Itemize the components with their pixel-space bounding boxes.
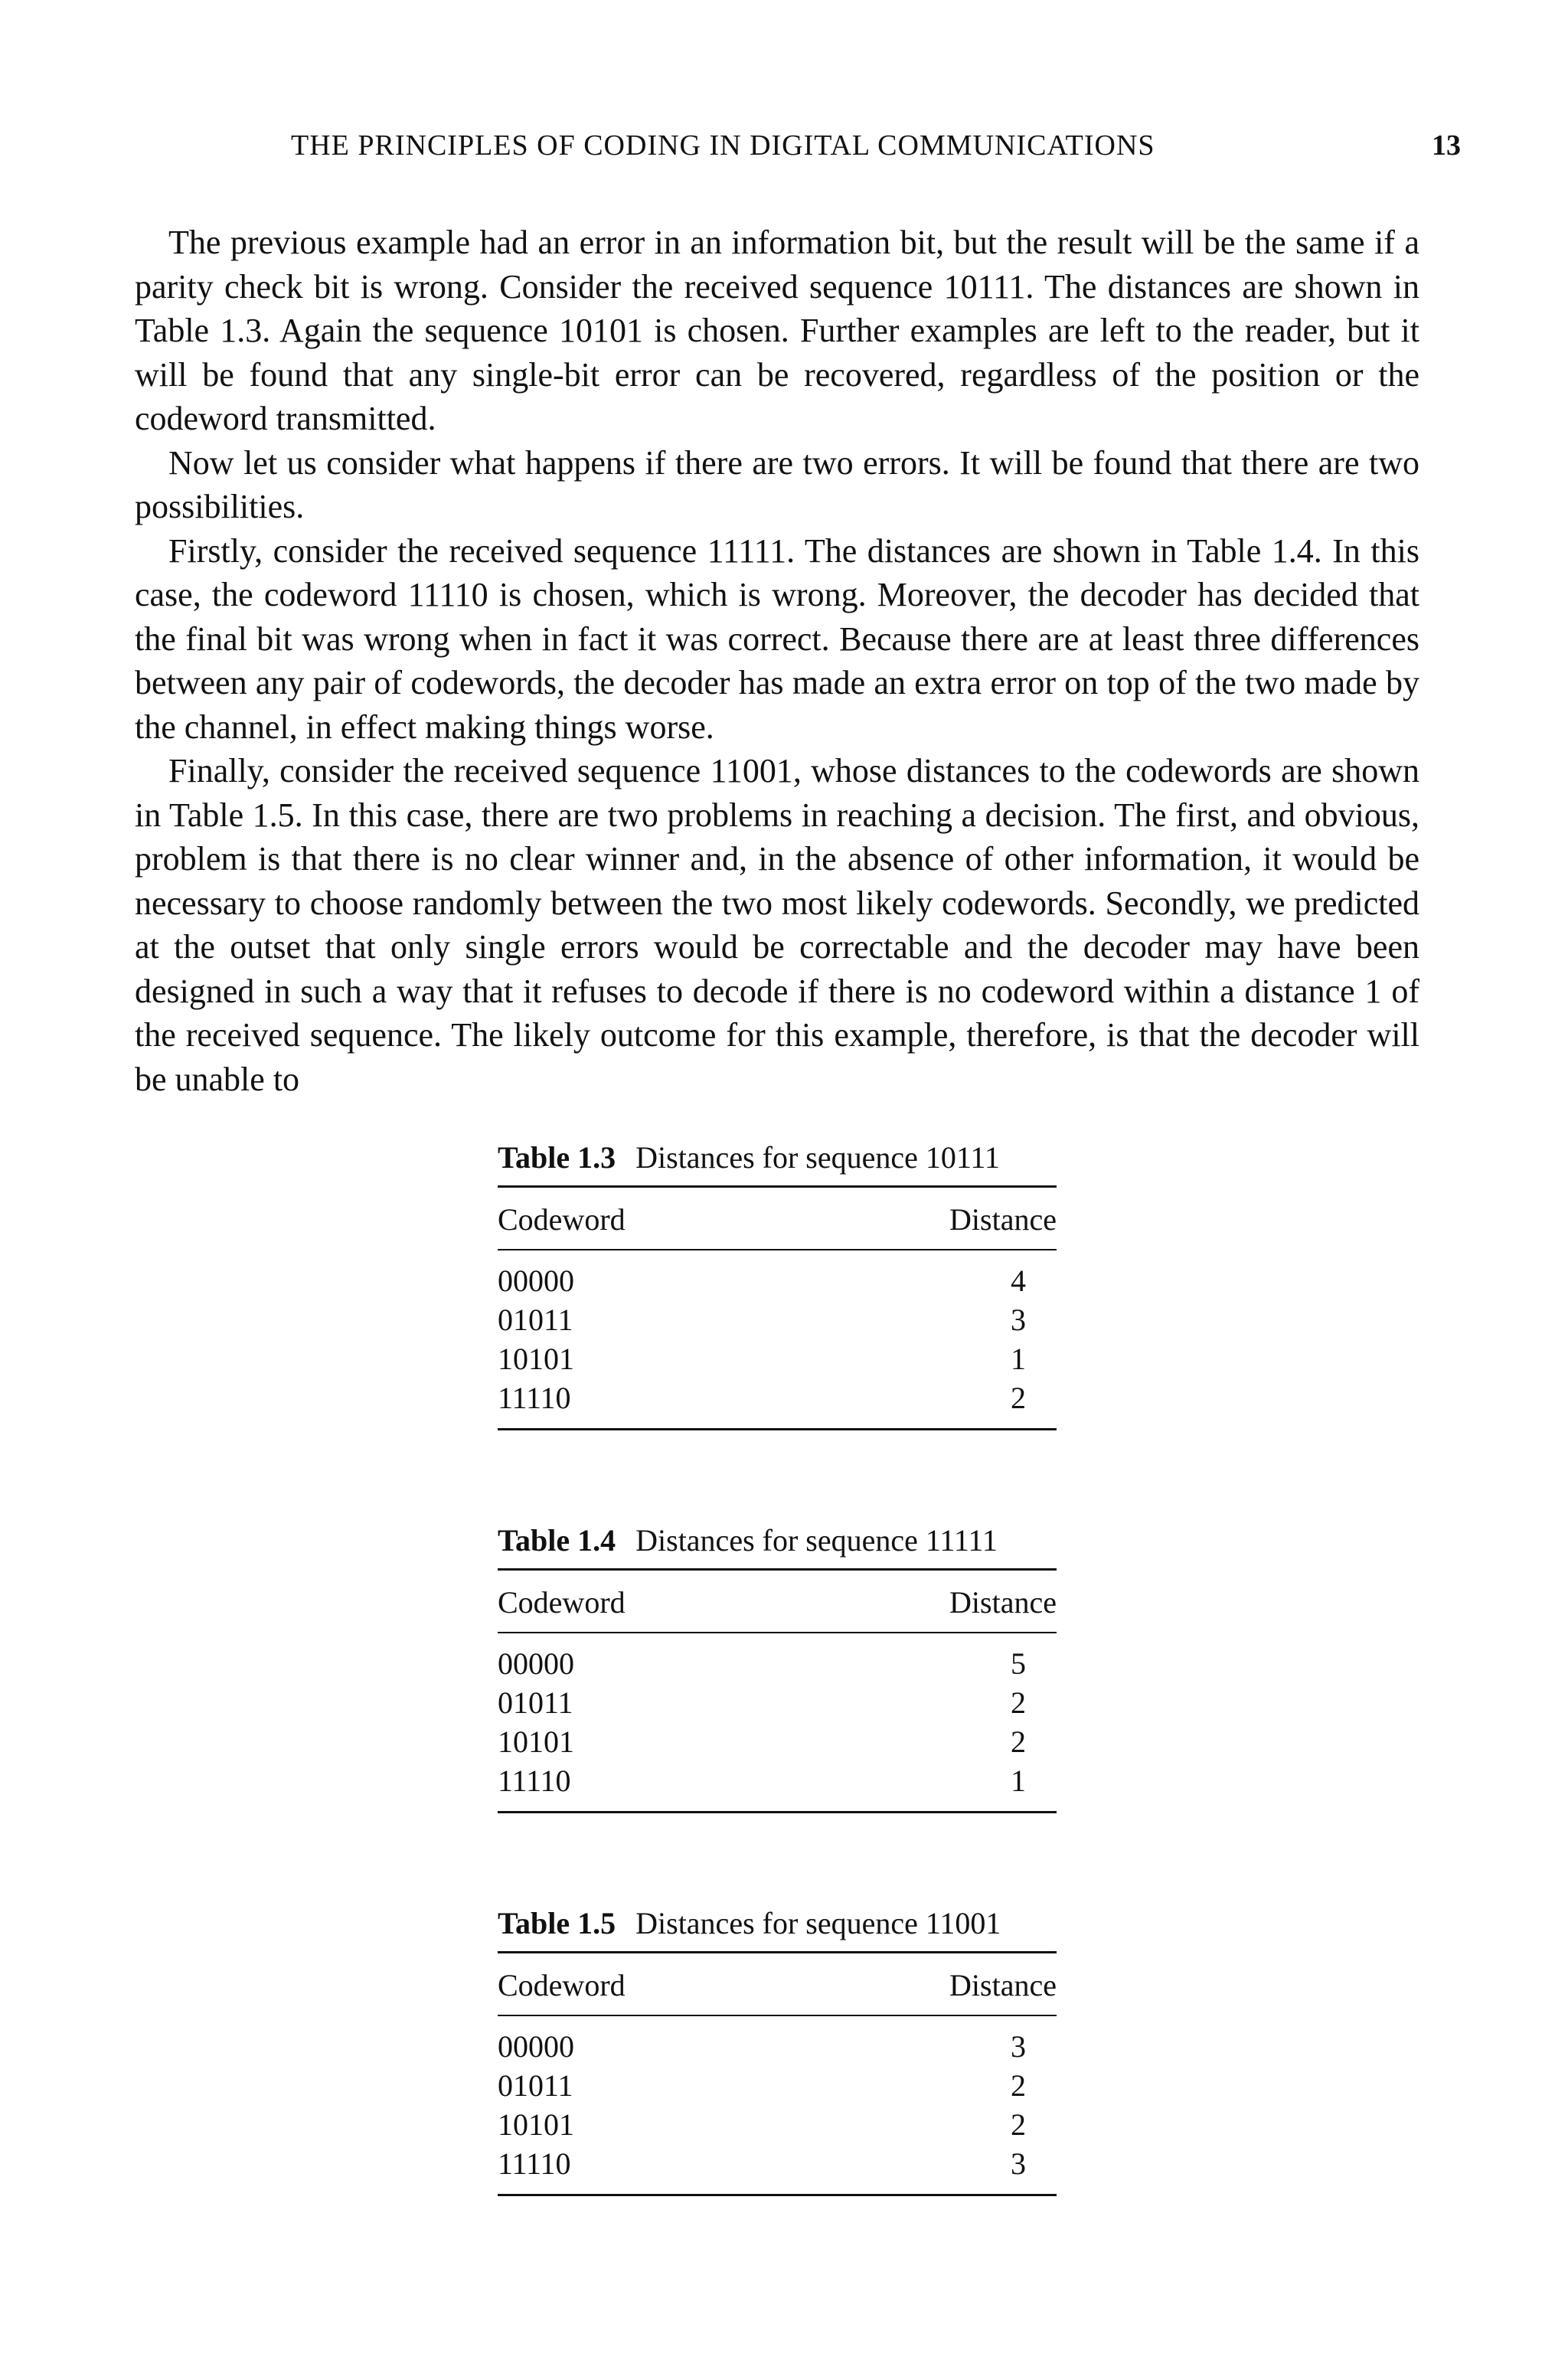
table-1-4	[498, 1521, 1057, 1813]
table-row	[498, 1261, 1057, 1300]
column-header-codeword: Codeword	[498, 1968, 626, 2002]
table-bottom-rule	[498, 2194, 1057, 2196]
paragraph-4: Finally, consider the received sequence 11001, whose distances to the codewords are shown in Table 1.5. In this case, there are two problems in reaching a decision. The first, and obvious, problem is that there is no clear winner and, in the absence of other information, it would be necessary to choose randomly between the two most likely codewords. Secondly, we predicted at the outset that only single errors would be correctable and the decoder may have been designed in such a way that it refuses to decode if there is no codeword within a distance 1 of the received sequence. The likely outcome for this example, therefore, is that the decoder will be unable to	[135, 752, 1419, 1098]
table-label: Table 1.5	[498, 1906, 616, 1940]
column-header-codeword: Codeword	[498, 1585, 626, 1620]
codeword-cell: 11110	[498, 1764, 571, 1798]
running-head: THE PRINCIPLES OF CODING IN DIGITAL COMMUNICATIONS	[291, 129, 1155, 162]
codeword-cell: 01011	[498, 1303, 573, 1337]
table-header-row	[498, 1953, 1057, 2015]
table-caption	[498, 1521, 1057, 1561]
table-label: Table 1.4	[498, 1523, 616, 1558]
table-1-5	[498, 1904, 1057, 2196]
table-row	[498, 2027, 1057, 2066]
distance-cell: 2	[1011, 1685, 1026, 1720]
table-row	[498, 1339, 1057, 1378]
paragraph-3: Firstly, consider the received sequence 11111. The distances are shown in Table 1.4. In this case, the codeword 11110 is chosen, which is wrong. Moreover, the decoder has decided that the final bit was wrong when in fact it was correct. Because there are at least three differences between any pair of codewords, the decoder has made an extra error on top of the two made by the channel, in effect making things worse.	[135, 531, 1419, 746]
column-header-distance: Distance	[949, 1968, 1057, 2002]
column-header-distance: Distance	[949, 1585, 1057, 1620]
distance-cell: 3	[1011, 2146, 1026, 2181]
table-caption-text: Distances for sequence 11001	[635, 1906, 1001, 1940]
distance-cell: 3	[1011, 1303, 1026, 1337]
table-1-3	[498, 1138, 1057, 1430]
table-bottom-rule	[498, 1428, 1057, 1430]
table-body	[498, 1250, 1057, 1428]
table-bottom-rule	[498, 1811, 1057, 1813]
paragraph-2: Now let us consider what happens if there are two errors. It will be found that there are two possibilities.	[135, 443, 1419, 525]
codeword-cell: 10101	[498, 1724, 574, 1759]
distance-cell: 4	[1011, 1263, 1026, 1298]
table-row	[498, 1683, 1057, 1722]
table-row	[498, 1644, 1057, 1683]
distance-cell: 2	[1011, 1381, 1026, 1415]
table-caption-text: Distances for sequence 11111	[635, 1523, 998, 1558]
table-body	[498, 2016, 1057, 2194]
table-row	[498, 1761, 1057, 1800]
table-label: Table 1.3	[498, 1140, 616, 1175]
table-caption	[498, 1904, 1057, 1943]
column-header-codeword: Codeword	[498, 1202, 626, 1237]
codeword-cell: 10101	[498, 2107, 574, 2142]
table-header-row	[498, 1571, 1057, 1632]
table-body	[498, 1633, 1057, 1811]
paragraph-1: The previous example had an error in an information bit, but the result will be the same if a parity check bit is wrong. Consider the received sequence 10111. The distances are shown in Table 1.3. Again the sequence 10101 is chosen. Further examples are left to the reader, but it will be found that any single-bit error can be recovered, regardless of the position or the codeword transmitted.	[135, 224, 1419, 437]
codeword-cell: 11110	[498, 1381, 571, 1415]
codeword-cell: 10101	[498, 1342, 574, 1376]
codeword-cell: 11110	[498, 2146, 571, 2181]
distance-cell: 2	[1011, 2068, 1026, 2103]
page-number: 13	[1432, 129, 1461, 162]
distance-cell: 3	[1011, 2029, 1026, 2064]
distance-cell: 2	[1011, 2107, 1026, 2142]
table-row	[498, 2144, 1057, 2183]
codeword-cell: 00000	[498, 1263, 574, 1298]
table-caption-text: Distances for sequence 10111	[635, 1140, 1000, 1175]
codeword-cell: 01011	[498, 2068, 573, 2103]
table-header-row	[498, 1188, 1057, 1249]
codeword-cell: 00000	[498, 2029, 574, 2064]
table-row	[498, 2105, 1057, 2144]
distance-cell: 1	[1011, 1764, 1026, 1798]
column-header-distance: Distance	[949, 1202, 1057, 1237]
codeword-cell: 01011	[498, 1685, 573, 1720]
table-row	[498, 1300, 1057, 1339]
table-row	[498, 2066, 1057, 2105]
distance-cell: 5	[1011, 1646, 1026, 1681]
distance-cell: 2	[1011, 1724, 1026, 1759]
table-row	[498, 1722, 1057, 1761]
body-text	[135, 221, 1419, 1101]
table-caption	[498, 1138, 1057, 1178]
codeword-cell: 00000	[498, 1646, 574, 1681]
distance-cell: 1	[1011, 1342, 1026, 1376]
table-row	[498, 1378, 1057, 1417]
